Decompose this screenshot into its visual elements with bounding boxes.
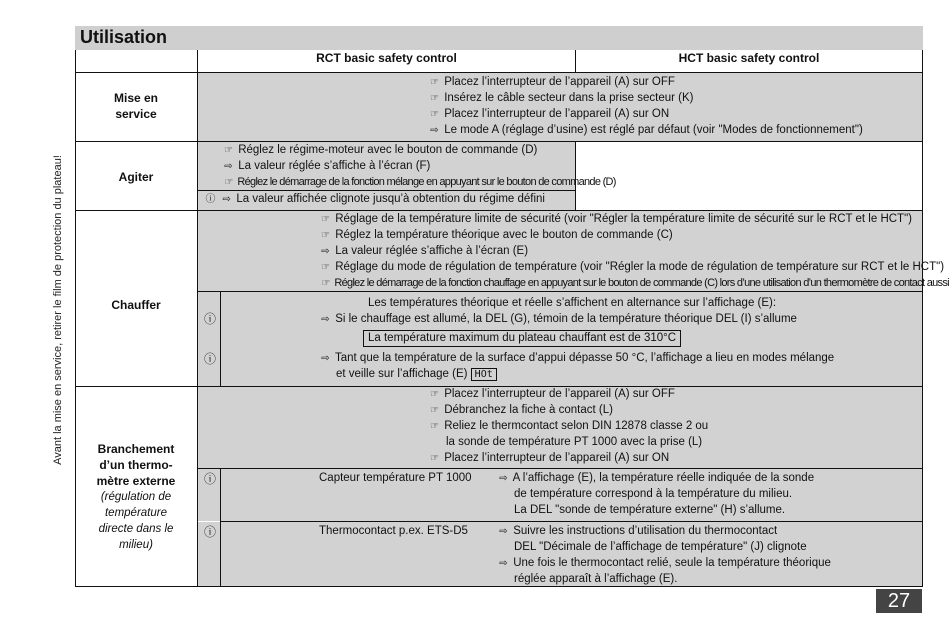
info-text: et veille sur l’affichage (E) HOt	[336, 366, 497, 383]
row-divider	[75, 72, 923, 73]
list-item: ☞ Reliez le thermcontact selon DIN 12878 classe 2 ou	[428, 418, 708, 435]
info-divider	[220, 469, 221, 586]
pointing-hand-icon: ☞	[321, 214, 330, 225]
section-title: Utilisation	[80, 27, 168, 47]
pointing-hand-icon: ☞	[430, 405, 439, 416]
list-item: ☞ Placez l’interrupteur de l’appareil (A) sur ON	[428, 106, 669, 123]
table-border-right	[922, 50, 923, 587]
list-item: ☞ Réglage de la température limite de sécurité (voir "Régler la température limite de sécurité sur le RCT et le HCT")	[319, 211, 912, 228]
side-note: Avant la mise en service, retirer le film de protection du plateau!	[52, 155, 64, 465]
list-item: ☞ Réglez le démarrage de la fonction mélange en appuyant sur le bouton de commande (D)	[222, 174, 616, 191]
info-text: de température correspond à la température du milieu.	[514, 488, 793, 500]
row-label-agiter: Agiter	[118, 170, 154, 184]
row-divider	[198, 468, 922, 469]
info-text: Les températures théorique et réelle s’affichent en alternance sur l’affichage (E):	[368, 297, 777, 309]
info-text: ⇨ Suivre les instructions d’utilisation du thermocontact	[497, 523, 777, 540]
row-label-branchement: Branchement d’un thermo- mètre externe (régulation de température directe dans le milieu)	[96, 442, 176, 551]
pt1000-label: Capteur température PT 1000	[319, 472, 472, 484]
info-text: ⇨ Tant que la température de la surface d’appui dépasse 50 °C, l’affichage a lieu en modes mélange	[319, 350, 834, 367]
info-text: ⇨ Si le chauffage est allumé, la DEL (G), témoin de la température théorique DEL (I) s’allume	[319, 311, 797, 328]
arrow-right-icon: ⇨	[499, 526, 508, 537]
info-text: réglée apparaît à l’affichage (E).	[514, 573, 678, 585]
info-icon: ⓘ	[205, 194, 216, 205]
pointing-hand-icon: ☞	[430, 109, 439, 120]
info-icon: ⓘ	[204, 472, 217, 486]
arrow-right-icon: ⇨	[321, 246, 330, 257]
info-text: ⇨ Une fois le thermocontact relié, seule la température théorique	[497, 555, 831, 572]
pointing-hand-icon: ☞	[430, 453, 439, 464]
info-text: La DEL "sonde de température externe" (H) s’allume.	[514, 504, 786, 516]
list-item: ⓘ ⇨ La valeur affichée clignote jusqu’à obtention du régime défini	[204, 191, 545, 208]
info-divider	[220, 292, 221, 386]
arrow-right-icon: ⇨	[222, 194, 231, 205]
list-item: ☞ Réglez le régime-moteur avec le bouton de commande (D)	[222, 142, 537, 159]
arrow-right-icon: ⇨	[321, 353, 330, 364]
list-item: ☞ Réglage du mode de régulation de température (voir "Régler la mode de régulation de température sur RCT et le HCT")	[319, 259, 944, 276]
info-icon: ⓘ	[204, 525, 217, 539]
arrow-right-icon: ⇨	[224, 161, 233, 172]
list-item: ☞ Placez l’interrupteur de l’appareil (A) sur OFF	[428, 74, 675, 91]
list-item: ☞ Réglez la température théorique avec le bouton de commande (C)	[319, 227, 673, 244]
column-header-rct: RCT basic safety control	[316, 51, 457, 65]
pointing-hand-icon: ☞	[321, 230, 330, 241]
arrow-right-icon: ⇨	[499, 558, 508, 569]
pointing-hand-icon: ☞	[224, 177, 233, 188]
column-divider	[197, 50, 198, 587]
arrow-right-icon: ⇨	[321, 314, 330, 325]
list-item: ☞ Placez l’interrupteur de l’appareil (A) sur ON	[428, 450, 669, 467]
section-header	[75, 26, 923, 50]
pointing-hand-icon: ☞	[430, 93, 439, 104]
pointing-hand-icon: ☞	[321, 278, 330, 289]
max-temperature-note: La température maximum du plateau chauffant est de 310°C	[363, 330, 681, 347]
info-text: DEL "Décimale de l’affichage de température" (J) clignote	[514, 541, 807, 553]
column-header-hct: HCT basic safety control	[678, 51, 820, 65]
hot-display-indicator: HOt	[471, 368, 497, 381]
list-item: ⇨ La valeur réglée s’affiche à l’écran (F)	[222, 158, 430, 175]
ets-label: Thermocontact p.ex. ETS-D5	[319, 525, 468, 537]
pointing-hand-icon: ☞	[224, 145, 233, 156]
info-text: ⇨ A l’affichage (E), la température réelle indiquée de la sonde	[497, 470, 814, 487]
pointing-hand-icon: ☞	[430, 421, 439, 432]
row-label-mise-en-service: Mise en service	[113, 91, 158, 121]
table-border-bottom	[75, 586, 923, 587]
list-item: ☞ Placez l’interrupteur de l’appareil (A) sur OFF	[428, 386, 675, 403]
pointing-hand-icon: ☞	[430, 77, 439, 88]
list-item: ☞ Insérez le câble secteur dans la prise secteur (K)	[428, 90, 694, 107]
pointing-hand-icon: ☞	[321, 262, 330, 273]
list-item: ⇨ La valeur réglée s’affiche à l’écran (E)	[319, 243, 528, 260]
list-item: ⇨ Le mode A (réglage d’usine) est réglé par défaut (voir "Modes de fonctionnement")	[428, 122, 863, 139]
list-item: ☞ Réglez le démarrage de la fonction chauffage en appuyant sur le bouton de commande (C) lors d’une utilisation d’un thermomètre de contact aussi	[319, 275, 949, 292]
list-item: ☞ Débranchez la fiche à contact (L)	[428, 402, 613, 419]
info-icon: ⓘ	[204, 312, 217, 326]
row-divider	[220, 521, 922, 522]
info-icon: ⓘ	[204, 352, 217, 366]
pointing-hand-icon: ☞	[430, 389, 439, 400]
arrow-right-icon: ⇨	[499, 473, 508, 484]
list-item: la sonde de température PT 1000 avec la prise (L)	[446, 436, 703, 448]
arrow-right-icon: ⇨	[430, 125, 439, 136]
page-number: 27	[876, 589, 922, 613]
row-label-chauffer: Chauffer	[111, 298, 161, 312]
